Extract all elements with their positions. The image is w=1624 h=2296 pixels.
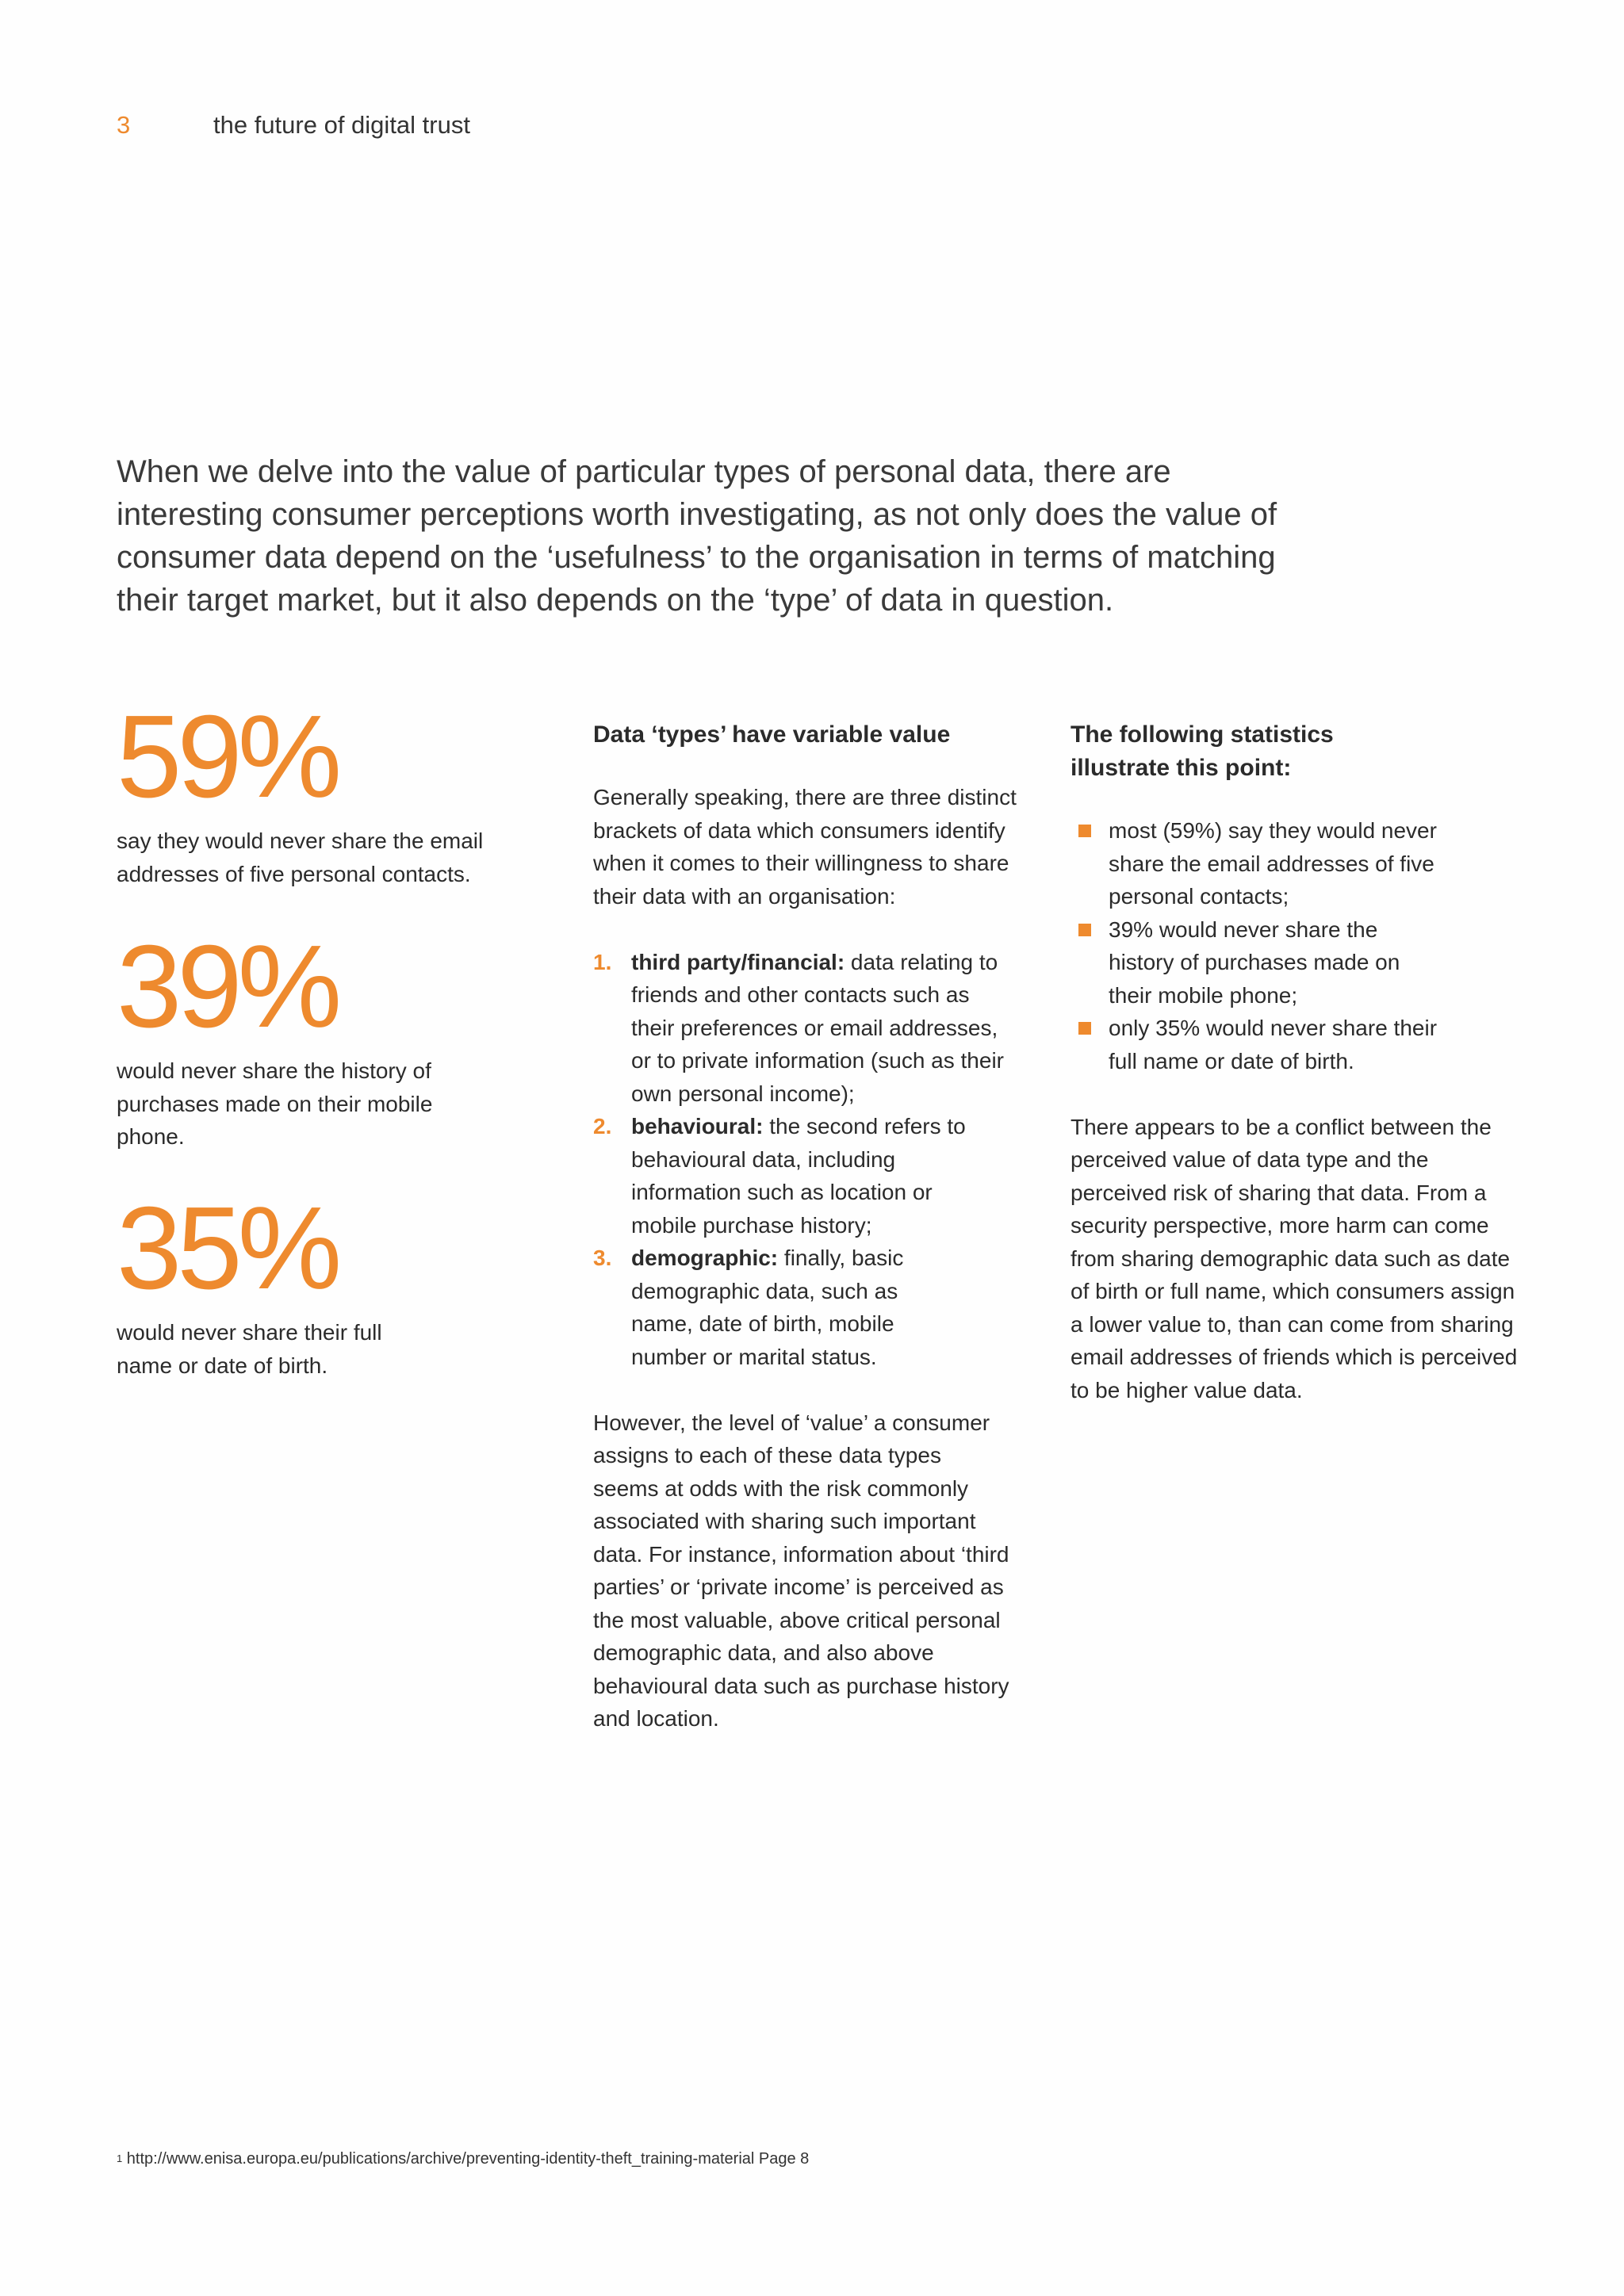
stat-value: 39%	[117, 921, 338, 1052]
footnote-marker: 1	[117, 2152, 123, 2164]
list-item	[1071, 913, 1426, 1012]
section-intro: Generally speaking, there are three distinct brackets of data which consumers identify when it comes to their willingness to share their data with an organisation:	[593, 785, 1017, 909]
list-item	[593, 1242, 948, 1373]
stat-block	[117, 691, 529, 890]
section-heading: The following statistics illustrate this point:	[1071, 721, 1334, 781]
bullet-icon	[1078, 924, 1091, 936]
data-types-list	[593, 946, 1037, 1374]
list-item	[1071, 1012, 1450, 1077]
intro-paragraph: When we delve into the value of particular types of personal data, there are interesting consumer perceptions worth investigating, as not only does the value of consumer data depend on the ‘usefulness’ to the organisation in terms of matching their target market, but it also depends on the ‘type’ of data in question.	[117, 454, 1277, 618]
list-item	[1071, 814, 1481, 913]
section-closing: However, the level of ‘value’ a consumer assigns to each of these data types seems at odds with the risk commonly associated with sharing such important data. For instance, information about ‘third parties’ or ‘private income’ is perceived as the most valuable, above critical personal demographic data, and also above behavioural data such as purchase history and location.	[593, 1410, 1009, 1731]
stat-text: would never share their full name or date of birth.	[117, 1320, 382, 1378]
document-title: the future of digital trust	[213, 111, 470, 139]
page-number: 3	[117, 111, 131, 139]
data-types-column	[593, 718, 1037, 1735]
list-item	[593, 1110, 980, 1242]
list-number: 2.	[593, 1114, 612, 1138]
list-term: third party/financial:	[631, 949, 845, 974]
list-text: finally, basic demographic data, such as name, date of birth, mobile number or marital status.	[631, 1246, 904, 1369]
stat-value: 35%	[117, 1183, 338, 1314]
list-text: most (59%) say they would never share the email addresses of five personal contacts;	[1109, 818, 1437, 909]
stat-text: say they would never share the email addresses of five personal contacts.	[117, 828, 484, 886]
list-item	[593, 946, 1012, 1111]
stat-value: 59%	[117, 691, 338, 822]
stat-block	[117, 1183, 410, 1382]
list-text: 39% would never share the history of purchases made on their mobile phone;	[1109, 916, 1400, 1008]
list-text: data relating to friends and other contacts such as their preferences or email addresses, or to private information (such as their own personal income);	[631, 949, 1004, 1106]
list-number: 3.	[593, 1246, 612, 1270]
illustration-column	[1071, 718, 1522, 1406]
list-term: demographic:	[631, 1246, 779, 1270]
section-closing: There appears to be a conflict between the perceived value of data type and the perceived risk of sharing that data. From a security perspective, more harm can come from sharing demographic data such as date of birth or full name, which consumers assign a lower value to, than can come from sharing email addresses of friends which is perceived to be higher value data.	[1071, 1114, 1518, 1402]
bullet-icon	[1078, 1022, 1091, 1035]
bullet-icon	[1078, 825, 1091, 837]
statistics-list	[1071, 814, 1522, 1077]
footnote-text: http://www.enisa.europa.eu/publications/archive/preventing-identity-theft_training-material Page 8	[122, 2150, 810, 2168]
section-heading: Data ‘types’ have variable value	[593, 721, 951, 748]
list-text: only 35% would never share their full name or date of birth.	[1109, 1016, 1438, 1073]
list-term: behavioural:	[631, 1114, 764, 1138]
stat-text: would never share the history of purchases made on their mobile phone.	[117, 1058, 433, 1149]
list-text: the second refers to behavioural data, including information such as location or mobile purchase history;	[631, 1114, 966, 1238]
list-number: 1.	[593, 949, 612, 974]
footnote	[117, 2149, 809, 2169]
stat-block	[117, 921, 450, 1154]
